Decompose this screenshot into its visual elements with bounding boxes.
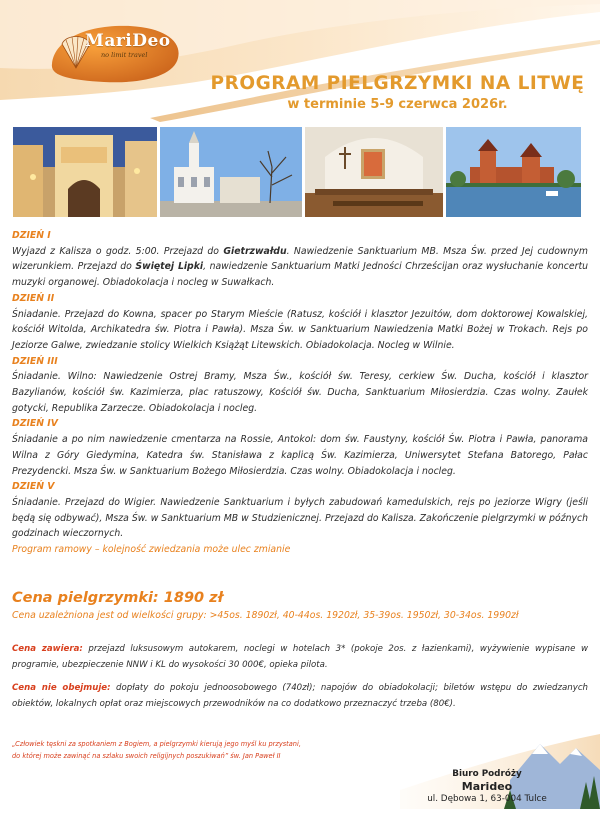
day-3-heading: DZIEŃ III bbox=[12, 355, 58, 367]
logo-tagline: no limit travel bbox=[101, 51, 148, 59]
excludes-text: dopłaty do pokoju jednoosobowego (740zł); napojów do obiadokolacji; biletów wstępu do zwiedzanych obiektów, lokalnych opłat oraz miejscowych przewodników na co dodatkowo przeznaczyć trzeba (80€). bbox=[12, 683, 588, 709]
photo-strip bbox=[13, 127, 581, 217]
office-info bbox=[418, 769, 556, 804]
day-1-text: Wyjazd z Kalisza o godz. 5:00. Przejazd do Gietrzwałdu. Nawiedzenie Sanktuarium MB. Msza Św. przed Jej cudownym wizerunkiem. Przejazd do Świętej Lipki, nawiedzenie Sanktuarium Matki Jedności Chrześcijan oraz wysłuchanie koncertu muzyki organowej. Obiadokolacja i nocleg w Suwałkach. bbox=[12, 245, 588, 289]
includes-text: przejazd luksusowym autokarem, noclegi w hotelach 3* (pokoje 2os. z łazienkami), wyżywienie wypisane w programie, ubezpieczenie NNW i KL do wysokości 30 000€, opieka pilota. bbox=[12, 644, 588, 670]
photo-town-hall bbox=[160, 127, 302, 217]
day-5-text: Śniadanie. Przejazd do Wigier. Nawiedzenie Sanktuarium i byłych zabudowań kamedulskich, rejs po jeziorze Wigry (jeśli będą się odbywać), Msza Św. w Sanktuarium MB w Studzienicznej. Przejazd do Kalisza. Zakończenie pielgrzymki w późnych godzinach wieczornych. bbox=[12, 496, 588, 540]
day-4-heading: DZIEŃ IV bbox=[12, 418, 58, 430]
office-address: ul. Dębowa 1, 63-004 Tulce bbox=[427, 794, 547, 804]
photo-gate-of-dawn bbox=[13, 127, 157, 217]
header-banner bbox=[0, 0, 600, 125]
day-4-text: Śniadanie a po nim nawiedzenie cmentarza na Rossie, Antokol: dom św. Faustyny, kościół Św. Piotra i Pawła, panorama Wilna z Góry Giedymina, Katedra św. Stanisława z kaplicą Św. Kazimierza, Uniwersytet Stefana Batorego, Pałac Prezydencki. Msza Św. w Sanktuarium Bożego Miłosierdzia. Czas wolny. Obiadokolacja i nocleg. bbox=[12, 434, 588, 477]
price-excludes bbox=[12, 680, 588, 712]
office-heading: Biuro Podróży bbox=[452, 769, 522, 779]
photo-trakai-castle bbox=[446, 127, 581, 217]
price-heading: Cena pielgrzymki: 1890 zł bbox=[12, 590, 224, 606]
quote-line-2: do której może zawinąć na szlaku swoich religijnych poszukiwań” św. Jan Paweł II bbox=[12, 752, 281, 760]
day-2-heading: DZIEŃ II bbox=[12, 292, 55, 304]
excludes-label: Cena nie obejmuje: bbox=[12, 683, 111, 693]
price-variants: Cena uzależniona jest od wielkości grupy: >45os. 1890zł, 40-44os. 1920zł, 35-39os. 1950zł, 30-34os. 1990zł bbox=[12, 610, 519, 621]
day-1-heading: DZIEŃ I bbox=[12, 230, 51, 241]
includes-label: Cena zawiera: bbox=[12, 644, 83, 654]
program-note: Program ramowy – kolejność zwiedzania może ulec zmianie bbox=[12, 544, 291, 556]
pope-quote bbox=[12, 738, 372, 762]
page-subtitle: w terminie 5-9 czerwca 2026r. bbox=[287, 97, 508, 112]
day-3-text: Śniadanie. Wilno: Nawiedzenie Ostrej Bramy, Msza Św., kościół św. Teresy, cerkiew Św. Ducha, kościół i klasztor Bazylianów, kościół św. Kazimierza, plac ratuszowy, Kościół św. Ducha, Sanktuarium Miłosierdzia. Czas wolny. Zaułek gotycki, Republika Zarzecze. Obiadokolacja i nocleg. bbox=[12, 371, 588, 414]
day-2-text: Śniadanie. Przejazd do Kowna, spacer po Starym Mieście (Ratusz, kościół i klasztor Jezuitów, dom doktorowej Kowalskiej, kościół Witolda, Archikatedra św. Piotra i Pawła). Msza Św. w Sanktuarium Nawiedzenia Matki Bożej w Trokach. Rejs po Jeziorze Galwe, zwiedzanie stolicy Wielkich Książąt Litewskich. Obiadokolacja. Nocleg w Wilnie. bbox=[12, 308, 588, 351]
itinerary bbox=[12, 228, 588, 558]
day-5-heading: DZIEŃ V bbox=[12, 481, 55, 493]
logo-wordmark: MariDeo bbox=[85, 31, 171, 51]
price-includes bbox=[12, 641, 588, 673]
photo-chapel bbox=[305, 127, 443, 217]
quote-line-1: „Człowiek tęskni za spotkaniem z Bogiem, a pielgrzymki kierują jego myśl ku przystani, bbox=[12, 740, 301, 748]
page-title: PROGRAM PIELGRZYMKI NA LITWĘ bbox=[210, 73, 585, 94]
office-name: Marideo bbox=[461, 780, 513, 793]
